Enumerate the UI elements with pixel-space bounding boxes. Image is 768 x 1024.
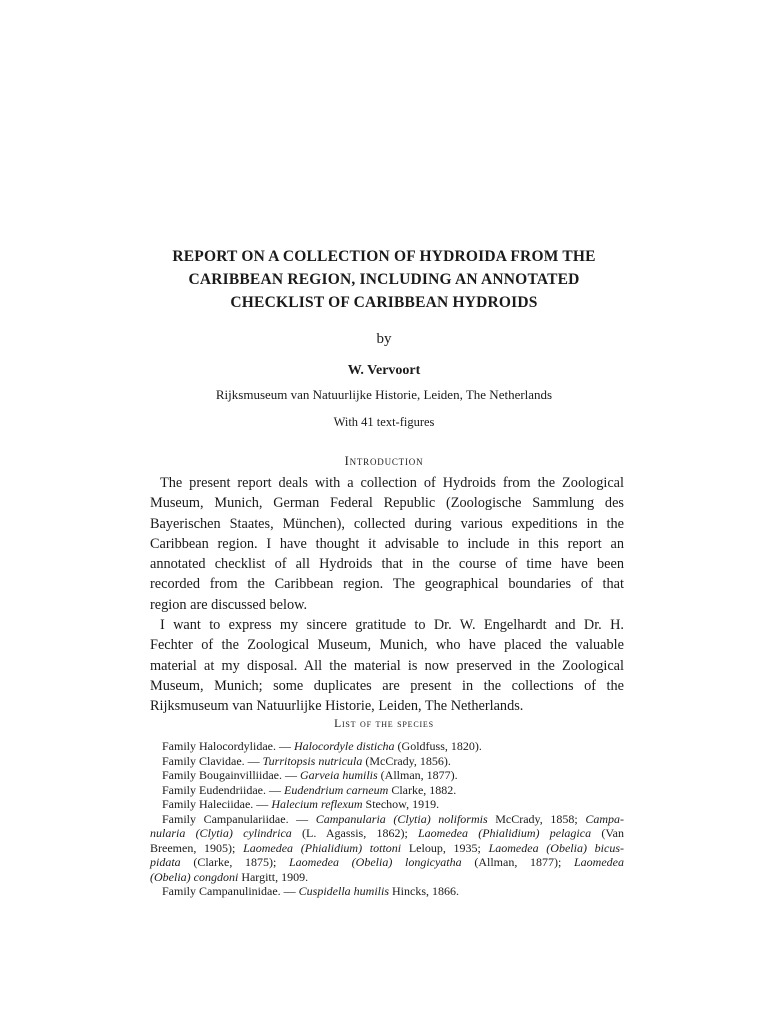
species-entry-continued: Breemen, 1905); Laomedea (Phialidium) tottoni Leloup, 1935; Laomedea (Obelia) bicus- xyxy=(150,840,624,855)
species-entry: Family Bougainvilliidae. — Garveia humilis (Allman, 1877). xyxy=(162,768,458,782)
paper-title xyxy=(130,245,638,314)
author-name: W. Vervoort xyxy=(347,363,421,378)
text-line: Museum, Munich, German Federal Republic (Zoologische Sammlung des xyxy=(150,495,624,512)
text-line: Museum, Munich; some duplicates are present in the collections of the xyxy=(150,677,624,694)
species-entry-continued: pidata (Clarke, 1875); Laomedea (Obelia) longicyatha (Allman, 1877); Laomedea xyxy=(150,855,624,869)
text-line: Rijksmuseum van Natuurlijke Historie, Leiden, The Netherlands. xyxy=(150,698,524,715)
species-entry-continued: (Obelia) congdoni Hargitt, 1909. xyxy=(150,869,309,884)
title-line: REPORT ON A COLLECTION OF HYDROIDA FROM THE xyxy=(172,248,596,265)
species-entry: Family Eudendriidae. — Eudendrium carneum Clarke, 1882. xyxy=(162,782,457,797)
species-entry: Family Halocordylidae. — Halocordyle disticha (Goldfuss, 1820). xyxy=(162,739,482,753)
species-entry: Family Haleciidae. — Halecium reflexum Stechow, 1919. xyxy=(162,797,440,811)
species-entry: Family Campanulinidae. — Cuspidella humilis Hincks, 1866. xyxy=(162,884,459,898)
text-line: Fechter of the Zoological Museum, Munich, who have placed the valuable xyxy=(150,637,624,654)
text-line: recorded from the Caribbean region. The geographical boundaries of that xyxy=(150,576,624,593)
text-line: region are discussed below. xyxy=(150,596,308,613)
species-entry: Family Campanulariidae. — Campanularia (Clytia) noliformis McCrady, 1858; Campa- xyxy=(162,811,624,826)
title-line: CHECKLIST OF CARIBBEAN HYDROIDS xyxy=(230,294,538,311)
species-entry: Family Clavidae. — Turritopsis nutricula (McCrady, 1856). xyxy=(162,753,451,768)
text-line: The present report deals with a collection of Hydroids from the Zoological xyxy=(160,475,624,491)
introduction-heading: Introduction xyxy=(344,454,424,468)
species-entry-continued: nularia (Clytia) cylindrica (L. Agassis, 1862); Laomedea (Phialidium) pelagica (Van xyxy=(150,826,624,840)
author-affiliation: Rijksmuseum van Natuurlijke Historie, Leiden, The Netherlands xyxy=(215,387,553,402)
by-line: by xyxy=(376,331,392,347)
figures-note: With 41 text-figures xyxy=(333,415,435,429)
text-line: Bayerischen Staates, München), collected during various expeditions in the xyxy=(150,515,624,532)
text-line: Caribbean region. I have thought it advisable to include in this report an xyxy=(150,535,624,552)
species-list xyxy=(150,739,624,899)
species-list-heading: List of the species xyxy=(334,718,434,730)
text-line: material at my disposal. All the material is now preserved in the Zoological xyxy=(150,657,624,674)
text-line: annotated checklist of all Hydroids that in the course of time have been xyxy=(150,556,624,573)
text-line: I want to express my sincere gratitude to Dr. W. Engelhardt and Dr. H. xyxy=(160,617,624,634)
introduction-text xyxy=(150,473,624,717)
title-line: CARIBBEAN REGION, INCLUDING AN ANNOTATED xyxy=(188,271,580,288)
